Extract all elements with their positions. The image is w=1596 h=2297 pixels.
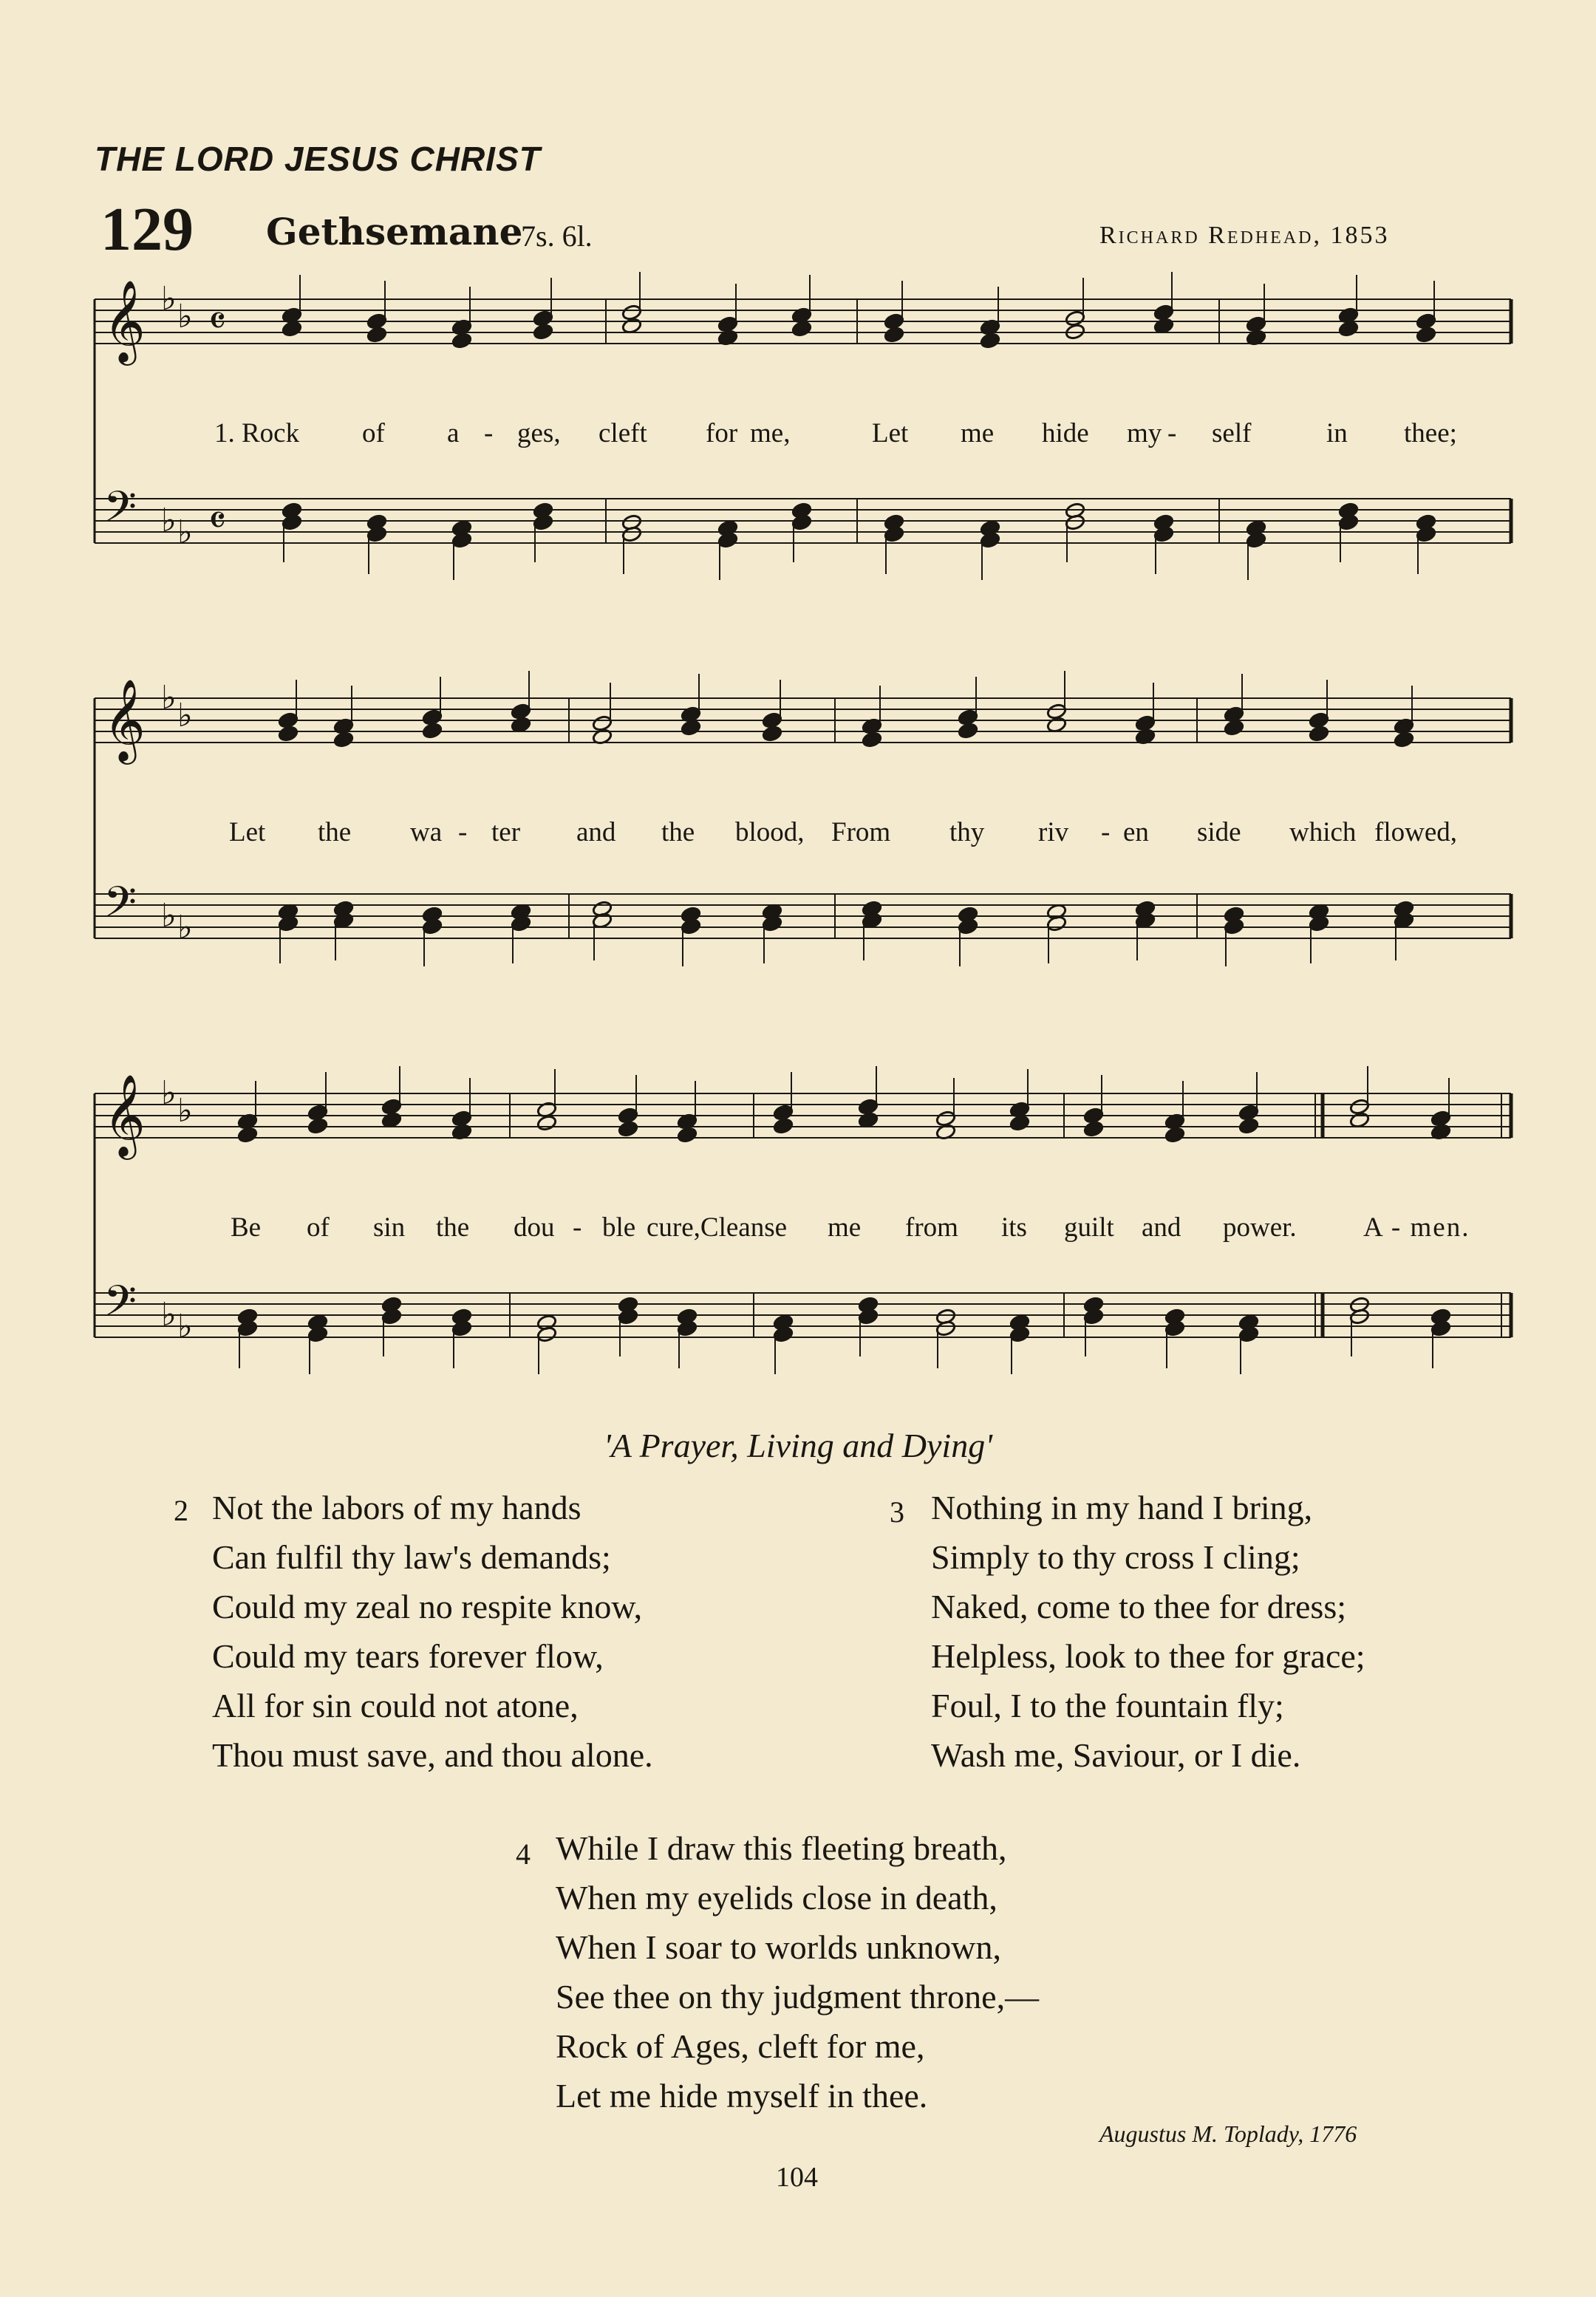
lyric-syllable: my	[1127, 418, 1162, 448]
note-head	[533, 310, 553, 327]
section-heading: THE LORD JESUS CHRIST	[95, 140, 541, 178]
lyric-syllable: the	[436, 1212, 470, 1243]
note-head	[451, 332, 472, 349]
stanza-number: 2	[174, 1494, 188, 1527]
flat-icon: ♭	[177, 697, 193, 734]
note-head	[1164, 1126, 1185, 1143]
note-head	[1246, 315, 1266, 332]
note-head	[278, 711, 299, 728]
flat-icon: ♭	[177, 909, 193, 946]
stanza-line: Could my tears forever flow,	[212, 1637, 604, 1675]
hymn-subtitle: 'A Prayer, Living and Dying'	[603, 1427, 993, 1464]
note-head	[1394, 731, 1414, 748]
note-head	[278, 725, 299, 742]
note-head	[422, 709, 443, 726]
note-head	[1338, 320, 1359, 337]
lyric-syllable: for	[706, 418, 738, 448]
stanza-line: Let me hide myself in thee.	[556, 2077, 928, 2115]
flat-icon: ♭	[161, 897, 177, 935]
lyric-syllable: sin	[373, 1212, 406, 1243]
lyric-syllable: power.	[1223, 1212, 1297, 1243]
note-head	[1309, 725, 1329, 742]
note-head	[677, 1126, 698, 1143]
lyric-syllable: self	[1212, 418, 1252, 448]
lyric-syllable: -	[484, 418, 494, 448]
note-head	[451, 1110, 472, 1127]
note-head	[1430, 1110, 1451, 1127]
note-head	[958, 709, 978, 726]
flat-icon: ♭	[161, 280, 177, 318]
note-head	[1349, 1098, 1370, 1115]
stanza-line: Thou must save, and thou alone.	[212, 1736, 653, 1774]
note-head	[773, 1104, 794, 1121]
note-head	[1046, 703, 1067, 720]
lyric-syllable: -	[573, 1212, 582, 1243]
note-head	[1416, 326, 1436, 343]
note-head	[762, 725, 782, 742]
flat-icon: ♭	[177, 1092, 193, 1130]
note-head	[791, 320, 812, 337]
note-head	[1083, 1120, 1104, 1137]
note-head	[307, 1117, 328, 1134]
note-head	[980, 332, 1000, 349]
note-head	[762, 711, 782, 728]
flat-icon: ♭	[177, 513, 193, 551]
lyric-syllable: en	[1123, 817, 1149, 847]
note-head	[333, 731, 354, 748]
note-head	[1309, 711, 1329, 728]
note-head	[1224, 719, 1244, 736]
note-head	[237, 1126, 258, 1143]
common-time-icon: 𝄴	[208, 497, 227, 544]
lyric-syllable: cleft	[598, 418, 647, 448]
note-head	[1238, 1104, 1259, 1121]
lyric-syllable: wa	[410, 817, 443, 847]
stanza-line: When my eyelids close in death,	[556, 1879, 998, 1917]
stanza-line: Can fulfil thy law's demands;	[212, 1538, 611, 1576]
note-head	[307, 1104, 328, 1121]
lyric-syllable: me	[961, 418, 995, 448]
note-head	[1083, 1107, 1104, 1124]
note-head	[858, 1098, 879, 1115]
stanza-2	[174, 1483, 653, 1780]
attribution: Augustus M. Toplady, 1776	[1099, 2120, 1357, 2147]
lyric-syllable: ges,	[517, 418, 561, 448]
stanza-line: All for sin could not atone,	[212, 1687, 579, 1724]
page-number: 104	[776, 2162, 818, 2193]
note-head	[884, 326, 904, 343]
note-head	[958, 722, 978, 739]
meter: 7s. 6l.	[521, 219, 593, 253]
note-head	[618, 1120, 638, 1137]
lyric-syllable: and	[1142, 1212, 1181, 1243]
lyric-syllable: guilt	[1064, 1212, 1114, 1243]
note-head	[381, 1098, 402, 1115]
lyric-syllable: -	[1101, 817, 1111, 847]
note-head	[422, 722, 443, 739]
flat-icon: ♭	[161, 679, 177, 717]
stanza-line: Simply to thy cross I cling;	[931, 1538, 1300, 1576]
bass-clef-icon: 𝄢	[103, 1276, 137, 1337]
treble-clef-icon: 𝄞	[103, 678, 146, 761]
lyric-syllable: me	[828, 1212, 862, 1243]
lyric-syllable: ter	[491, 817, 521, 847]
lyric-syllable: the	[318, 817, 352, 847]
lyric-syllable: thee;	[1404, 418, 1457, 448]
note-head	[536, 1114, 557, 1131]
lyric-syllable: its	[1001, 1212, 1027, 1243]
lyric-syllable: and	[576, 817, 616, 847]
hymn-number: 129	[100, 195, 194, 264]
note-head	[935, 1110, 956, 1127]
tune-name: Gethsemane	[266, 210, 523, 253]
stanza-number: 3	[890, 1495, 904, 1529]
lyric-syllable: 1. Rock	[214, 418, 300, 448]
stanza-line: Could my zeal no respite know,	[212, 1588, 643, 1625]
lyric-syllable: Let	[872, 418, 909, 448]
bass-clef-icon: 𝄢	[103, 482, 137, 542]
treble-clef-icon: 𝄞	[103, 1074, 146, 1156]
lyric-syllable: cure,Cleanse	[647, 1212, 788, 1243]
stanza-line: Wash me, Saviour, or I die.	[931, 1736, 1301, 1774]
stanza-line: While I draw this fleeting breath,	[556, 1829, 1007, 1867]
note-head	[1238, 1117, 1259, 1134]
note-head	[1153, 304, 1174, 321]
stanza-line: Not the labors of my hands	[212, 1489, 582, 1526]
stanza-4	[516, 1823, 1040, 2120]
note-head	[618, 1107, 638, 1124]
stanza-line: Helpless, look to thee for grace;	[931, 1637, 1365, 1675]
note-head	[621, 304, 642, 321]
note-head	[862, 731, 882, 748]
stanza-line: When I soar to worlds unknown,	[556, 1928, 1002, 1966]
lyric-syllable: me,	[750, 418, 791, 448]
note-head	[1009, 1114, 1030, 1131]
lyric-syllable: ble	[602, 1212, 636, 1243]
common-time-icon: 𝄴	[208, 298, 227, 344]
lyric-syllable: From	[831, 817, 891, 847]
lyric-syllable: from	[905, 1212, 958, 1243]
lyric-syllable: the	[661, 817, 695, 847]
lyric-syllable: of	[362, 418, 385, 448]
note-head	[717, 315, 738, 332]
note-head	[592, 714, 613, 731]
stanza-line: See thee on thy judgment throne,—	[556, 1978, 1040, 2016]
lyric-syllable: side	[1197, 817, 1241, 847]
lyric-syllable: of	[307, 1212, 330, 1243]
note-head	[884, 313, 904, 330]
note-head	[773, 1117, 794, 1134]
note-head	[681, 719, 701, 736]
lyric-syllable: Let	[229, 817, 266, 847]
lyric-syllable: dou	[514, 1212, 555, 1243]
lyric-syllable: hide	[1042, 418, 1089, 448]
lyric-syllable: Be	[231, 1212, 262, 1243]
note-head	[1416, 313, 1436, 330]
stanza-line: Foul, I to the fountain fly;	[931, 1687, 1284, 1724]
lyric-syllable: a	[447, 418, 460, 448]
treble-clef-icon: 𝄞	[103, 279, 146, 362]
note-head	[533, 323, 553, 340]
note-head	[366, 313, 387, 330]
stanza-line: Rock of Ages, cleft for me,	[556, 2027, 925, 2065]
lyric-syllable: thy	[949, 817, 985, 847]
flat-icon: ♭	[177, 1308, 193, 1345]
stanza-line: Nothing in my hand I bring,	[931, 1489, 1313, 1526]
composer: Richard Redhead, 1853	[1099, 222, 1390, 249]
lyric-syllable: blood,	[735, 817, 805, 847]
flat-icon: ♭	[161, 1296, 177, 1334]
stanza-3	[890, 1483, 1365, 1780]
bass-clef-icon: 𝄢	[103, 877, 137, 938]
lyric-syllable: -	[458, 817, 468, 847]
stanza-number: 4	[516, 1837, 531, 1871]
lyric-syllable: in	[1326, 418, 1348, 448]
flat-icon: ♭	[161, 502, 177, 539]
lyric-syllable: flowed,	[1374, 817, 1457, 847]
note-head	[1065, 310, 1085, 327]
flat-icon: ♭	[161, 1074, 177, 1112]
lyric-syllable: -	[1167, 418, 1177, 448]
note-head	[1135, 714, 1156, 731]
note-head	[511, 703, 531, 720]
note-head	[282, 320, 302, 337]
lyric-syllable: A - men.	[1363, 1212, 1470, 1243]
lyric-syllable: which	[1289, 817, 1357, 847]
stanza-line: Naked, come to thee for dress;	[931, 1588, 1347, 1625]
note-head	[366, 326, 387, 343]
flat-icon: ♭	[177, 298, 193, 335]
lyric-syllable: riv	[1038, 817, 1069, 847]
